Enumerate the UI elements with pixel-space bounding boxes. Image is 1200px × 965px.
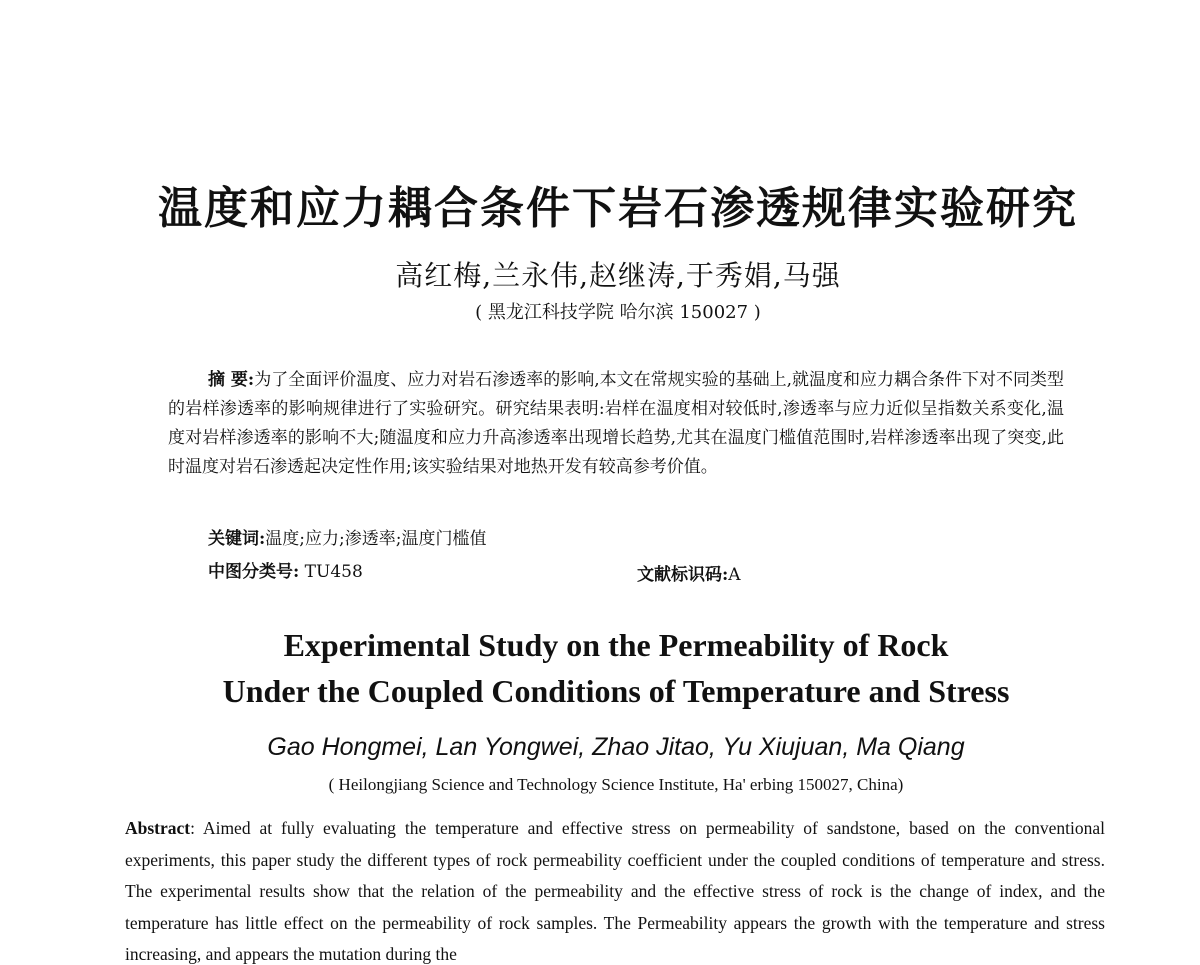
chinese-classification-text: TU458 [299, 562, 363, 582]
chinese-keywords-label: 关键词: [208, 529, 266, 549]
chinese-document-code [637, 560, 741, 585]
chinese-classification-label: 中图分类号: [208, 562, 300, 582]
chinese-affiliation: ( 黑龙江科技学院 哈尔滨 150027 ) [475, 302, 761, 323]
english-abstract-label: Abstract [125, 818, 191, 838]
english-title [0, 622, 1200, 714]
chinese-abstract [168, 366, 1064, 482]
english-title-line-1: Experimental Study on the Permeability of Rock [283, 627, 949, 663]
chinese-document-code-text: A [728, 565, 741, 585]
english-affiliation: ( Heilongjiang Science and Technology Science Institute, Ha' erbing 150027, China) [328, 775, 904, 794]
english-abstract [125, 813, 1105, 965]
chinese-authors: 高红梅,兰永伟,赵继涛,于秀娟,马强 [395, 259, 841, 292]
chinese-classification [208, 557, 363, 582]
english-authors: Gao Hongmei, Lan Yongwei, Zhao Jitao, Yu Xiujuan, Ma Qiang [267, 733, 965, 761]
english-abstract-text: : Aimed at fully evaluating the temperature and effective stress on permeability of sandstone, based on the conventional experiments, this paper study the different types of rock permeability coefficient under the coupled conditions of temperature and stress. The experimental results show that the relation of the permeability and the effective stress of rock is the change of index, and the temperature has little effect on the permeability of rock samples. The Permeability appears the growth with the temperature and stress increasing, and appears the mutation during the [125, 818, 1105, 964]
chinese-title: 温度和应力耦合条件下岩石渗透规律实验研究 [158, 183, 1078, 234]
chinese-document-code-label: 文献标识码: [637, 565, 729, 585]
chinese-abstract-label: 摘 要: [208, 370, 255, 390]
english-title-line-2: Under the Coupled Conditions of Temperature and Stress [222, 673, 1010, 709]
chinese-keywords [208, 524, 486, 549]
chinese-abstract-text: 为了全面评价温度、应力对岩石渗透率的影响,本文在常规实验的基础上,就温度和应力耦合条件下对不同类型的岩样渗透率的影响规律进行了实验研究。研究结果表明:岩样在温度相对较低时,渗透率与应力近似呈指数关系变化,温度对岩样渗透率的影响不大;随温度和应力升高渗透率出现增长趋势,尤其在温度门槛值范围时,岩样渗透率出现了突变,此时温度对岩石渗透起决定性作用;该实验结果对地热开发有较高参考价值。 [168, 370, 1065, 477]
chinese-keywords-text: 温度;应力;渗透率;温度门槛值 [265, 529, 487, 549]
